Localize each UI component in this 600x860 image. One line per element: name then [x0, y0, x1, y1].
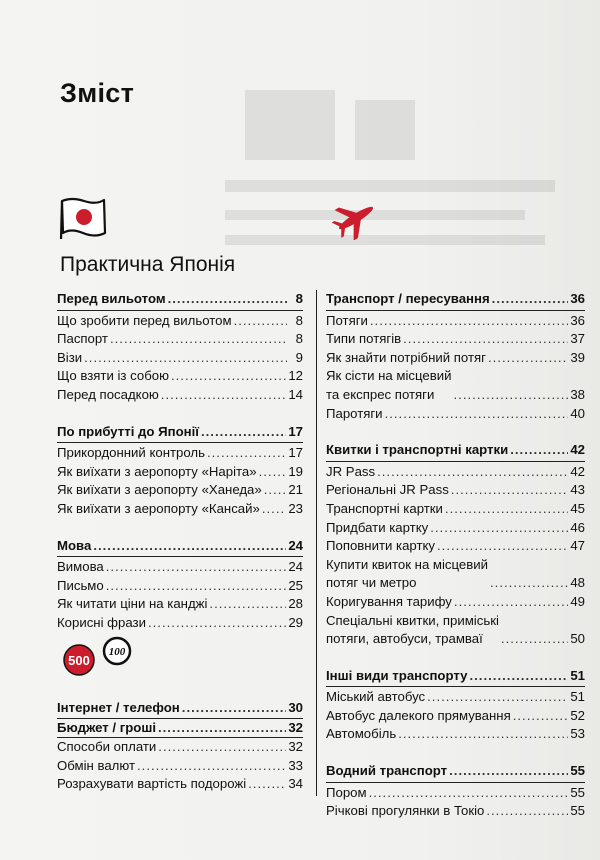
- toc-entry-label-line: Як виїхати з аеропорту «Ханеда»: [57, 482, 262, 498]
- dot-leader: [488, 349, 568, 368]
- toc-entry-label-line: Що зробити перед вильотом: [57, 312, 232, 328]
- toc-page-number: 12: [288, 368, 303, 384]
- toc-entry-label-line: По прибутті до Японії: [57, 423, 199, 439]
- toc-entry-label: [57, 463, 257, 482]
- toc-entry[interactable]: [326, 725, 585, 744]
- toc-entry[interactable]: [57, 595, 303, 614]
- toc-page-number: 40: [570, 405, 585, 421]
- toc-entry-label-line: Бюджет / гроші: [57, 719, 156, 735]
- toc-entry-label: [326, 405, 383, 424]
- toc-entry-label-line: Що взяти із собою: [57, 368, 169, 384]
- toc-group: [326, 762, 585, 821]
- toc-entry-label-line: Перед вильотом: [57, 291, 166, 306]
- toc-entry[interactable]: [326, 405, 585, 424]
- toc-page-number: 29: [288, 614, 303, 630]
- dot-leader: [209, 595, 286, 614]
- toc-page-number: 49: [570, 593, 585, 609]
- toc-entry-label: [326, 500, 443, 519]
- toc-entry[interactable]: [326, 500, 585, 519]
- toc-page-number: 28: [288, 596, 303, 612]
- toc-page-number: 25: [288, 577, 303, 593]
- toc-entry[interactable]: [326, 312, 585, 331]
- airplane-icon: [332, 196, 380, 240]
- dot-leader: [490, 574, 568, 593]
- toc-page-number: 8: [295, 331, 303, 347]
- toc-entry-label: [57, 312, 232, 331]
- toc-entry-label-line: Візи: [57, 349, 83, 365]
- toc-entry-label-line: Інтернет / телефон: [57, 700, 180, 715]
- dot-leader: [451, 481, 569, 500]
- toc-page-number: 8: [295, 291, 303, 306]
- toc-entry[interactable]: [57, 577, 303, 596]
- dot-leader: [492, 290, 569, 309]
- toc-page-number: 52: [570, 707, 585, 723]
- toc-page-number: 17: [288, 423, 303, 439]
- toc-entry-label: [57, 738, 156, 757]
- toc-entry-label: [326, 463, 375, 482]
- toc-entry-label-line: Квитки і транспортні картки: [326, 442, 509, 458]
- toc-entry-label-line: Інші види транспорту: [326, 667, 468, 683]
- toc-entry-label: [326, 725, 396, 744]
- toc-entry-label-line: Коригування тарифу: [326, 593, 452, 609]
- toc-entry[interactable]: [326, 519, 585, 538]
- toc-entry-label: [57, 500, 260, 519]
- toc-entry-label-line: Потяги: [326, 312, 368, 328]
- dot-leader: [369, 784, 569, 803]
- toc-entry-label-line: Придбати картку: [326, 519, 429, 535]
- toc-entry[interactable]: [326, 784, 585, 803]
- toc-page-number: 48: [570, 575, 585, 591]
- toc-entry[interactable]: [57, 558, 303, 577]
- toc-entry-label: [326, 537, 435, 556]
- toc-entry-label: [326, 762, 447, 781]
- toc-entry-label-line: Автомобіль: [326, 726, 397, 742]
- toc-entry[interactable]: [57, 386, 303, 405]
- toc-group-heading[interactable]: [326, 290, 585, 311]
- toc-page-number: 36: [570, 312, 585, 328]
- toc-entry-label-line: потяги, автобуси, трамваї: [326, 631, 483, 647]
- toc-page-number: 47: [570, 538, 585, 554]
- japan-flag-icon: [58, 195, 108, 241]
- toc-entry-label: [57, 558, 104, 577]
- toc-entry-label: [326, 802, 484, 821]
- toc-right-column: [316, 290, 585, 819]
- toc-page-number: 34: [288, 776, 303, 792]
- toc-entry-label: [326, 330, 401, 349]
- dot-leader: [370, 312, 568, 331]
- dot-leader: [207, 444, 286, 463]
- toc-entry-label-line: Спеціальні квитки, приміські: [326, 612, 499, 628]
- toc-entry-label-line: Як читати ціни на канджі: [57, 596, 208, 612]
- dot-leader: [161, 386, 287, 405]
- toc-group-heading[interactable]: [326, 441, 585, 462]
- toc-entry-label-line: JR Pass: [326, 463, 376, 479]
- toc-page-number: 51: [570, 689, 585, 705]
- dot-leader: [168, 290, 287, 309]
- toc-entry-label: [57, 595, 207, 614]
- toc-entry[interactable]: [326, 537, 585, 556]
- toc-entry-label-line: та експрес потяги: [326, 386, 435, 402]
- toc-entry[interactable]: [57, 699, 303, 719]
- toc-page-number: 46: [570, 519, 585, 535]
- toc-entry-label-line: Прикордонний контроль: [57, 445, 205, 461]
- toc-entry[interactable]: [326, 481, 585, 500]
- toc-entry[interactable]: [57, 444, 303, 463]
- toc-entry-label-line: Річкові прогулянки в Токіо: [326, 803, 485, 819]
- dot-leader: [385, 405, 569, 424]
- toc-entry-label-line: Мова: [57, 537, 92, 553]
- toc-entry-label: [326, 481, 449, 500]
- toc-left-column: [57, 290, 303, 651]
- toc-page-number: 17: [288, 445, 303, 461]
- page-title: Зміст: [60, 78, 135, 108]
- toc-page-number: 38: [570, 386, 585, 402]
- dot-leader: [110, 330, 287, 349]
- toc-entry-label: [57, 614, 146, 633]
- toc-page-number: 14: [288, 386, 303, 402]
- dot-leader: [201, 423, 286, 442]
- toc-entry-label: [57, 719, 156, 738]
- toc-page-number: 24: [288, 537, 303, 553]
- toc-page-number: 9: [295, 349, 303, 365]
- toc-entry[interactable]: [326, 463, 585, 482]
- toc-entry-label: [57, 775, 246, 794]
- toc-entry[interactable]: [326, 349, 585, 368]
- toc-page-number: 21: [288, 482, 303, 498]
- dot-leader: [398, 725, 568, 744]
- toc-page-number: 42: [570, 463, 585, 479]
- toc-entry-label-line: Як знайти потрібний потяг: [326, 349, 486, 365]
- dot-leader: [445, 500, 568, 519]
- dot-leader: [469, 667, 568, 686]
- dot-leader: [262, 500, 287, 519]
- toc-page-number: 36: [570, 291, 585, 306]
- toc-entry[interactable]: [57, 312, 303, 331]
- toc-entry-label-line: Як сісти на місцевий: [326, 368, 452, 384]
- toc-page-number: 51: [570, 667, 585, 683]
- toc-entry-label: [57, 349, 82, 368]
- toc-entry-label-line: Типи потягів: [326, 331, 402, 347]
- toc-entry[interactable]: [57, 757, 303, 776]
- dot-leader: [403, 330, 568, 349]
- dot-leader: [454, 386, 569, 405]
- toc-entry[interactable]: [326, 330, 585, 349]
- dot-leader: [454, 593, 568, 612]
- dot-leader: [158, 738, 286, 757]
- toc-page-number: 19: [288, 463, 303, 479]
- toc-page-number: 42: [570, 442, 585, 458]
- toc-page-number: 55: [570, 763, 585, 779]
- toc-entry-label-line: Автобус далекого прямування: [326, 707, 511, 723]
- toc-page-number: 43: [570, 482, 585, 498]
- toc-entry-label: [57, 386, 159, 405]
- toc-entry-label: [57, 444, 205, 463]
- toc-group-heading[interactable]: [57, 537, 303, 558]
- toc-entry[interactable]: [326, 688, 585, 707]
- toc-entry[interactable]: [57, 775, 303, 794]
- toc-page-number: 8: [295, 312, 303, 328]
- toc-entry-label-line: Водний транспорт: [326, 763, 448, 779]
- dot-leader: [84, 349, 287, 368]
- toc-group: [57, 290, 303, 405]
- toc-entry[interactable]: [57, 481, 303, 500]
- toc-entry-label: [326, 688, 425, 707]
- dot-leader: [93, 537, 286, 556]
- toc-page-number: 37: [570, 331, 585, 347]
- toc-entry[interactable]: [326, 612, 585, 649]
- toc-group-heading[interactable]: [57, 423, 303, 444]
- toc-entry-label: [57, 330, 108, 349]
- toc-page-number: 32: [288, 719, 303, 735]
- dot-leader: [437, 537, 568, 556]
- coin-100-label: 100: [108, 646, 126, 658]
- toc-entry-label-line: Регіональні JR Pass: [326, 482, 449, 498]
- dot-leader: [510, 441, 568, 460]
- toc-entry-label-line: Корисні фрази: [57, 614, 146, 630]
- dot-leader: [158, 719, 286, 738]
- toc-entry-label: [326, 349, 486, 368]
- toc-entry-label-line: Способи оплати: [57, 739, 157, 755]
- toc-group-heading[interactable]: [326, 762, 585, 783]
- dot-leader: [248, 775, 286, 794]
- dot-leader: [430, 519, 568, 538]
- section-title: Практична Японія: [60, 253, 236, 276]
- dot-leader: [234, 312, 287, 331]
- toc-entry-label: [57, 423, 199, 442]
- dot-leader: [182, 699, 287, 718]
- toc-entry-label-line: Розрахувати вартість подорожі: [57, 776, 247, 792]
- toc-entry-label-line: Як виїхати з аеропорту «Наріта»: [57, 463, 257, 479]
- dot-leader: [427, 688, 568, 707]
- toc-entry[interactable]: [326, 367, 585, 404]
- toc-entry-label: [326, 784, 367, 803]
- toc-entry-label: [326, 612, 499, 649]
- toc-entry-label: [326, 707, 511, 726]
- toc-entry-label: [57, 699, 180, 718]
- toc-entry[interactable]: [57, 463, 303, 482]
- toc-entry-label-line: Як виїхати з аеропорту «Кансай»: [57, 500, 260, 516]
- toc-page-number: 55: [570, 803, 585, 819]
- toc-entry[interactable]: [57, 349, 303, 368]
- 100-yen-coin-icon: [104, 638, 130, 664]
- toc-entry[interactable]: [57, 614, 303, 633]
- dot-leader: [501, 630, 568, 649]
- dot-leader: [377, 463, 568, 482]
- coin-badges: [60, 636, 140, 676]
- toc-entry-label: [326, 519, 428, 538]
- toc-entry-label-line: Обмін валют: [57, 757, 135, 773]
- dot-leader: [106, 558, 287, 577]
- toc-page-number: 23: [288, 500, 303, 516]
- toc-entry-label-line: Паротяги: [326, 405, 383, 421]
- toc-page-number: 24: [288, 559, 303, 575]
- toc-page-number: 55: [570, 784, 585, 800]
- toc-group: [57, 423, 303, 519]
- toc-entry-label: [57, 367, 169, 386]
- dot-leader: [513, 707, 569, 726]
- toc-entry-label: [326, 290, 490, 309]
- toc-group-heading[interactable]: [57, 290, 303, 311]
- toc-entry-label-line: Купити квиток на місцевий: [326, 556, 489, 572]
- toc-entry-label: [57, 757, 135, 776]
- toc-entry-label: [57, 537, 91, 556]
- dot-leader: [106, 577, 287, 596]
- toc-entry-label: [326, 312, 368, 331]
- toc-group: [326, 667, 585, 744]
- toc-page-number: 33: [288, 757, 303, 773]
- toc-entry-label: [326, 367, 452, 404]
- toc-entry-label-line: Паспорт: [57, 331, 108, 347]
- toc-entry-label-line: Перед посадкою: [57, 386, 159, 402]
- toc-entry-label-line: Вимова: [57, 559, 104, 575]
- toc-group: [57, 537, 303, 633]
- dot-leader: [259, 463, 287, 482]
- toc-entry-label-line: Транспортні картки: [326, 500, 443, 516]
- toc-group-heading[interactable]: [326, 667, 585, 688]
- toc-page-number: 53: [570, 726, 585, 742]
- toc-entry[interactable]: [326, 802, 585, 821]
- toc-page-number: 30: [288, 700, 303, 715]
- toc-entry-label-line: Письмо: [57, 577, 104, 593]
- toc-page-number: 39: [570, 349, 585, 365]
- toc-entry[interactable]: [326, 593, 585, 612]
- coin-500-label: 500: [68, 653, 90, 668]
- dot-leader: [264, 481, 287, 500]
- toc-entry-label-line: Міський автобус: [326, 689, 426, 705]
- 500-yen-coin-icon: [64, 645, 94, 675]
- toc-entry-label: [57, 290, 166, 309]
- toc-page-number: 50: [570, 631, 585, 647]
- toc-entry[interactable]: [57, 719, 303, 739]
- toc-entry-label-line: Поповнити картку: [326, 538, 436, 554]
- dot-leader: [486, 802, 568, 821]
- toc-entry-label: [326, 667, 467, 686]
- toc-entry-label: [326, 441, 508, 460]
- toc-entry-label: [57, 481, 262, 500]
- toc-entry[interactable]: [57, 500, 303, 519]
- toc-group: [326, 290, 585, 423]
- toc-entry-label-line: потяг чи метро: [326, 575, 417, 591]
- toc-entry-label-line: Пором: [326, 784, 367, 800]
- toc-page-number: 32: [288, 739, 303, 755]
- toc-page-number: 45: [570, 500, 585, 516]
- dot-leader: [148, 614, 286, 633]
- toc-entry[interactable]: [57, 367, 303, 386]
- dot-leader: [137, 757, 286, 776]
- dot-leader: [449, 762, 568, 781]
- toc-entry-label: [57, 577, 104, 596]
- toc-group: [326, 441, 585, 649]
- toc-entry-label: [326, 593, 452, 612]
- toc-entry[interactable]: [326, 556, 585, 593]
- toc-entry-label: [326, 556, 488, 593]
- toc-entry-label-line: Транспорт / пересування: [326, 291, 490, 306]
- dot-leader: [171, 367, 286, 386]
- toc-entry[interactable]: [57, 330, 303, 349]
- toc-left-lower: [57, 699, 303, 794]
- toc-entry[interactable]: [57, 738, 303, 757]
- toc-entry[interactable]: [326, 707, 585, 726]
- background-watermark-graphic: [215, 60, 575, 310]
